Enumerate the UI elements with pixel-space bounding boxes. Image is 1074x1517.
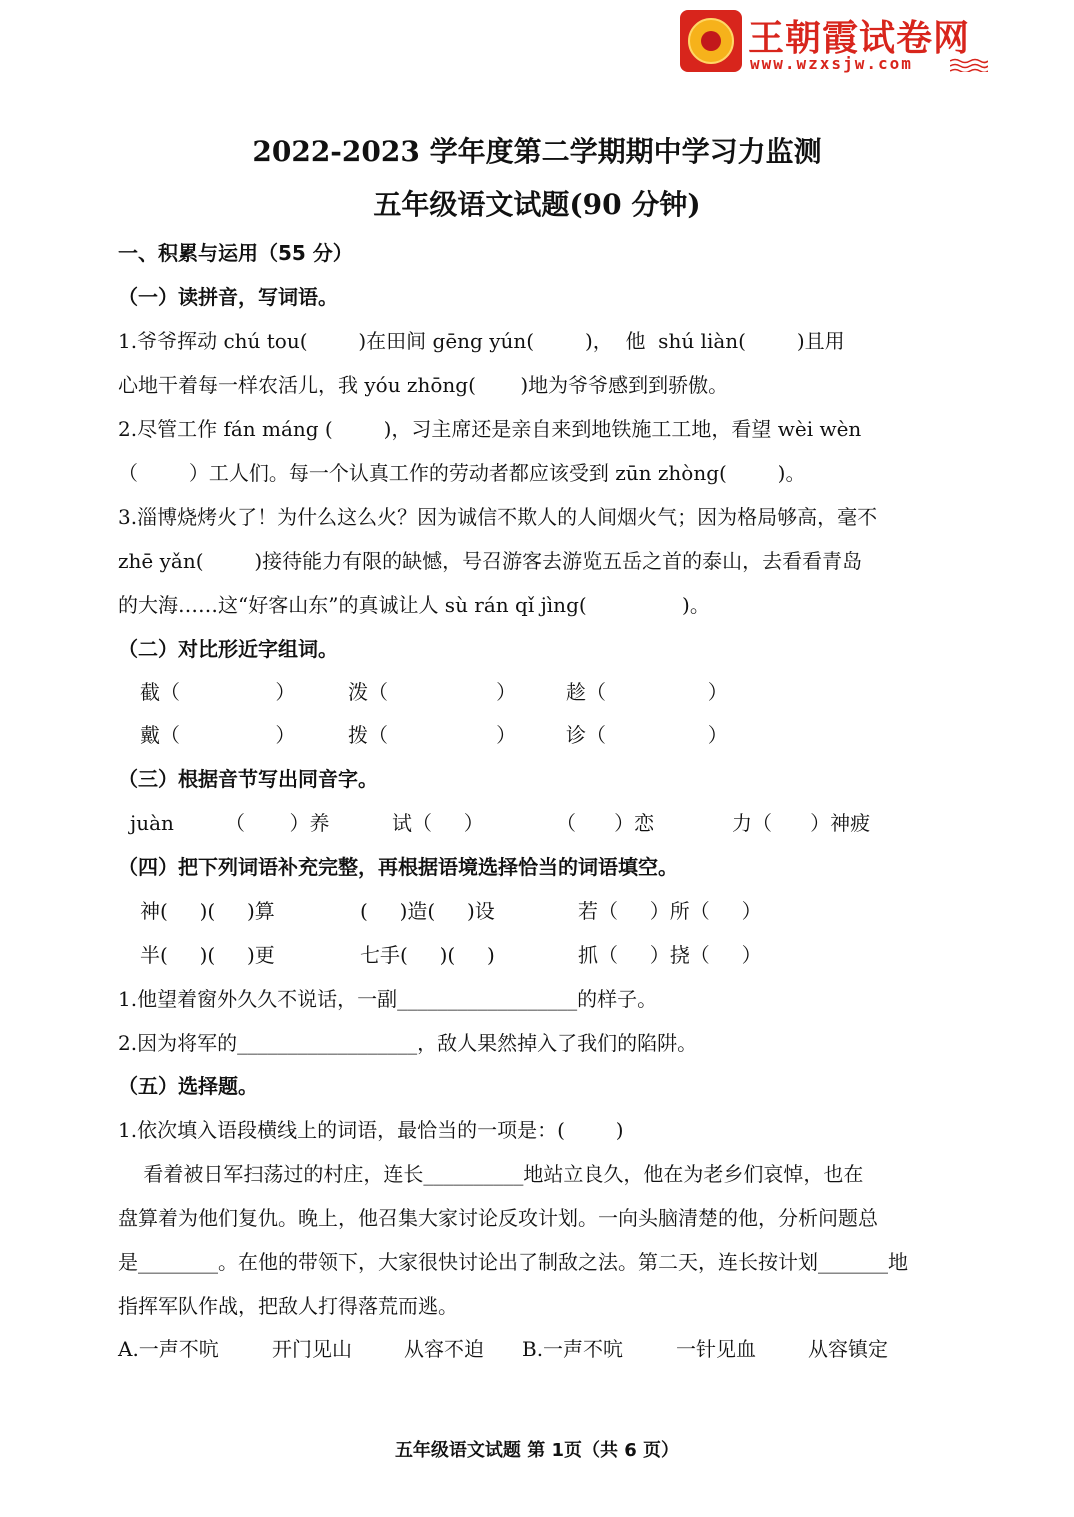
word-blank[interactable]: （ ）恋 xyxy=(556,811,655,835)
option-b-item: B.一声不吭 xyxy=(522,1337,624,1361)
option-a-item: 从容不迫 xyxy=(404,1337,484,1361)
word-blank[interactable]: 泼（ ） xyxy=(348,680,517,704)
word-blank[interactable]: 抓（ ）挠（ ） xyxy=(578,943,762,967)
word-blank[interactable]: 神( )( )算 xyxy=(140,899,275,923)
text-line: 是________。在他的带领下，大家很快讨论出了制敌之法。第二天，连长按计划_______地 xyxy=(118,1250,908,1274)
logo-url: www.wzxsjw.com xyxy=(750,54,913,73)
question-line: 1.他望着窗外久久不说话，一副__________________的样子。 xyxy=(118,987,658,1011)
word-blank[interactable]: 力（ ）神疲 xyxy=(732,811,871,835)
option-b-item: 一针见血 xyxy=(676,1337,756,1361)
word-blank[interactable]: 截（ ） xyxy=(140,680,296,704)
option-a-item: 开门见山 xyxy=(272,1337,352,1361)
part-heading: （三）根据音节写出同音字。 xyxy=(118,767,378,791)
logo-name: 王朝霞试卷网 xyxy=(748,18,971,59)
waves-icon xyxy=(950,58,988,72)
text-line: 盘算着为他们复仇。晚上，他召集大家讨论反攻计划。一向头脑清楚的他，分析问题总 xyxy=(118,1206,878,1230)
text-line: 2.尽管工作 fán máng ( )，习主席还是亲自来到地铁施工工地，看望 wèi wèn xyxy=(118,417,862,441)
site-logo xyxy=(680,10,990,76)
part-heading: （五）选择题。 xyxy=(118,1074,258,1098)
text-line: 1.爷爷挥动 chú tou( )在田间 gēng yún( )， 他 shú liàn( )且用 xyxy=(118,329,845,353)
option-b-item: 从容镇定 xyxy=(808,1337,888,1361)
word-blank[interactable]: 拨（ ） xyxy=(348,723,517,747)
word-blank[interactable]: 戴（ ） xyxy=(140,723,296,747)
page-footer: 五年级语文试题 第 1页（共 6 页） xyxy=(394,1440,680,1461)
page-subtitle: 五年级语文试题(90 分钟) xyxy=(373,188,701,221)
text-line: 的大海……这“好客山东”的真诚让人 sù rán qǐ jìng( )。 xyxy=(118,593,710,617)
page-title: 2022-2023 学年度第二学期期中学习力监测 xyxy=(252,135,822,168)
text-line: 3.淄博烧烤火了！为什么这么火？因为诚信不欺人的人间烟火气；因为格局够高，毫不 xyxy=(118,505,878,529)
part-heading: （二）对比形近字组词。 xyxy=(118,637,338,661)
word-blank[interactable]: 趁（ ） xyxy=(566,680,728,704)
text-line: 心地干着每一样农活儿，我 yóu zhōng( )地为爷爷感到到骄傲。 xyxy=(118,373,729,397)
word-blank[interactable]: 若（ ）所（ ） xyxy=(578,899,762,923)
word-blank[interactable]: 试（ ） xyxy=(392,811,484,835)
option-a-item: A.一声不吭 xyxy=(118,1337,219,1361)
part-heading: （四）把下列词语补充完整，再根据语境选择恰当的词语填空。 xyxy=(118,855,678,879)
question-line: 2.因为将军的__________________，敌人果然掉入了我们的陷阱。 xyxy=(118,1031,698,1055)
question-line: 1.依次填入语段横线上的词语，最恰当的一项是：( ) xyxy=(118,1118,624,1142)
text-line: 指挥军队作战，把敌人打得落荒而逃。 xyxy=(118,1294,458,1318)
word-blank[interactable]: 半( )( )更 xyxy=(140,943,275,967)
word-blank[interactable]: ( )造( )设 xyxy=(360,899,495,923)
text-line: （ ）工人们。每一个认真工作的劳动者都应该受到 zūn zhòng( )。 xyxy=(118,461,806,485)
word-blank[interactable]: 诊（ ） xyxy=(566,723,728,747)
text-line: 看着被日军扫荡过的村庄，连长__________地站立良久，他在为老乡们哀悼，也在 xyxy=(118,1162,864,1186)
pinyin-label: juàn xyxy=(130,811,174,835)
part-heading: （一）读拼音，写词语。 xyxy=(118,285,338,309)
section-heading: 一、积累与运用（55 分） xyxy=(118,241,353,265)
text-line: zhē yǎn( )接待能力有限的缺憾，号召游客去游览五岳之首的泰山，去看看青岛 xyxy=(118,549,863,573)
word-blank[interactable]: （ ）养 xyxy=(225,811,330,835)
word-blank[interactable]: 七手( )( ) xyxy=(360,943,495,967)
logo-badge-icon xyxy=(680,10,742,72)
